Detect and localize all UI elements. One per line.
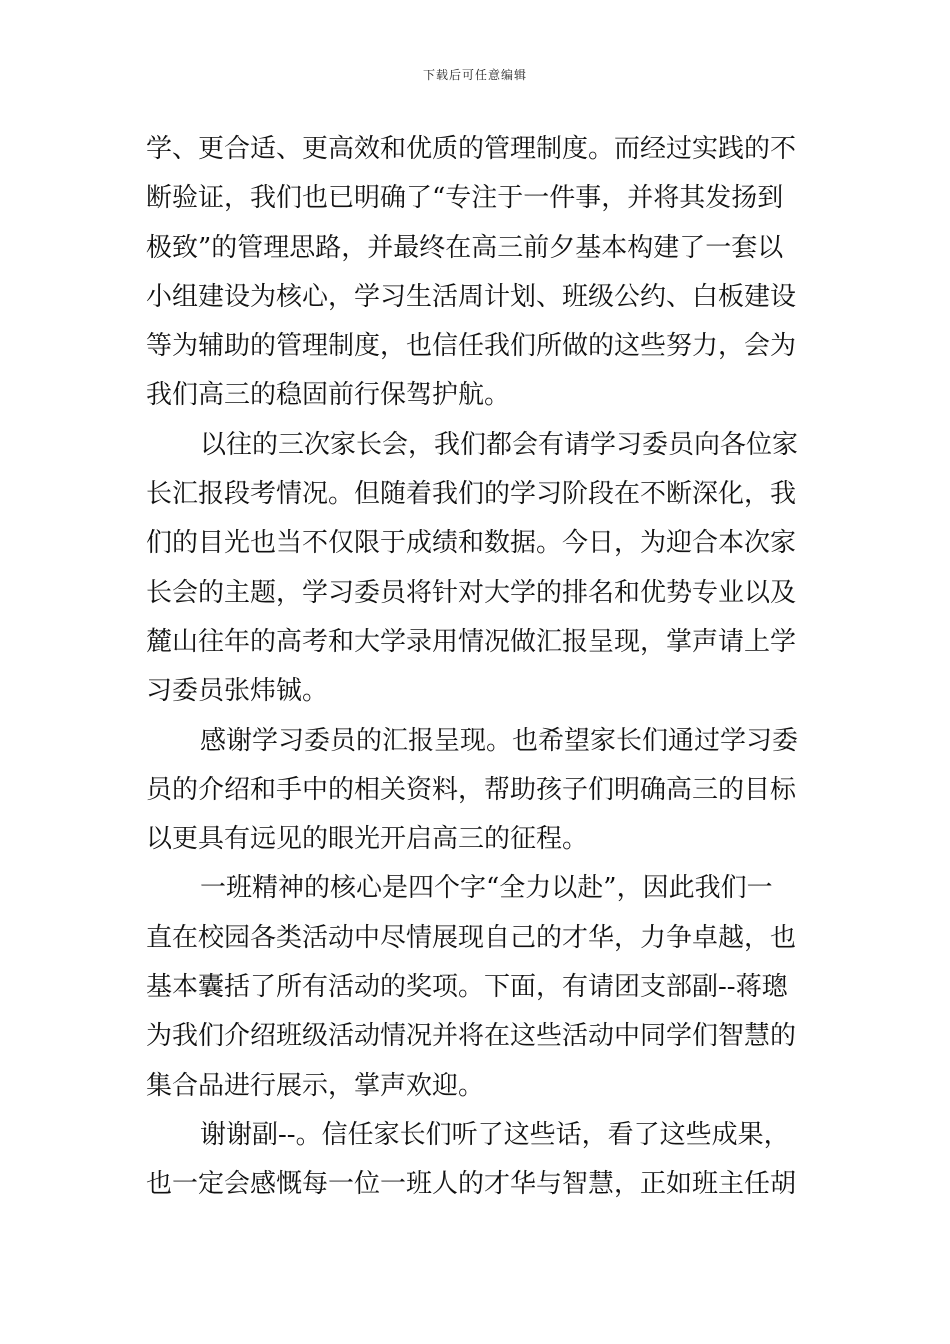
text-line: 我们高三的稳固前行保驾护航。 <box>146 380 511 411</box>
text-line: 员的介绍和手中的相关资料，帮助孩子们明确高三的目标 <box>146 774 797 805</box>
page-header-note: 下载后可任意编辑 <box>422 68 527 82</box>
text-line: 长汇报段考情况。但随着我们的学习阶段在不断深化，我 <box>146 479 797 510</box>
document-body <box>146 125 812 1210</box>
paragraph-first-line: 一班精神的核心是四个字“全力以赴”，因此我们一 <box>200 873 773 904</box>
text-line: 长会的主题，学习委员将针对大学的排名和优势专业以及 <box>146 577 797 608</box>
text-line: 集合品进行展示，掌声欢迎。 <box>146 1070 485 1101</box>
text-line: 们的目光也当不仅限于成绩和数据。今日，为迎合本次家 <box>146 528 797 559</box>
text-line: 极致”的管理思路，并最终在高三前夕基本构建了一套以 <box>146 232 784 263</box>
paragraph-first-line: 感谢学习委员的汇报呈现。也希望家长们通过学习委 <box>200 725 799 756</box>
paragraph-first-line: 以往的三次家长会，我们都会有请学习委员向各位家 <box>200 429 799 460</box>
paragraph-first-line: 谢谢副--。信任家长们听了这些话，看了这些成果， <box>200 1119 790 1150</box>
text-line: 断验证，我们也已明确了“专注于一件事，并将其发扬到 <box>146 183 784 214</box>
text-line: 等为辅助的管理制度，也信任我们所做的这些努力，会为 <box>146 331 797 362</box>
text-line: 以更具有远见的眼光开启高三的征程。 <box>146 824 589 855</box>
text-line: 也一定会感慨每一位一班人的才华与智慧，正如班主任胡 <box>146 1169 797 1200</box>
text-line: 直在校园各类活动中尽情展现自己的才华，力争卓越，也 <box>146 922 797 953</box>
text-line: 小组建设为核心，学习生活周计划、班级公约、白板建设 <box>146 281 797 312</box>
text-line: 为我们介绍班级活动情况并将在这些活动中同学们智慧的 <box>146 1021 797 1052</box>
text-line: 学、更合适、更高效和优质的管理制度。而经过实践的不 <box>146 134 797 164</box>
text-line: 麓山往年的高考和大学录用情况做汇报呈现，掌声请上学 <box>146 626 797 657</box>
text-line: 习委员张炜铖。 <box>146 676 329 707</box>
text-line: 基本囊括了所有活动的奖项。下面，有请团支部副--蒋璁 <box>146 972 788 1003</box>
